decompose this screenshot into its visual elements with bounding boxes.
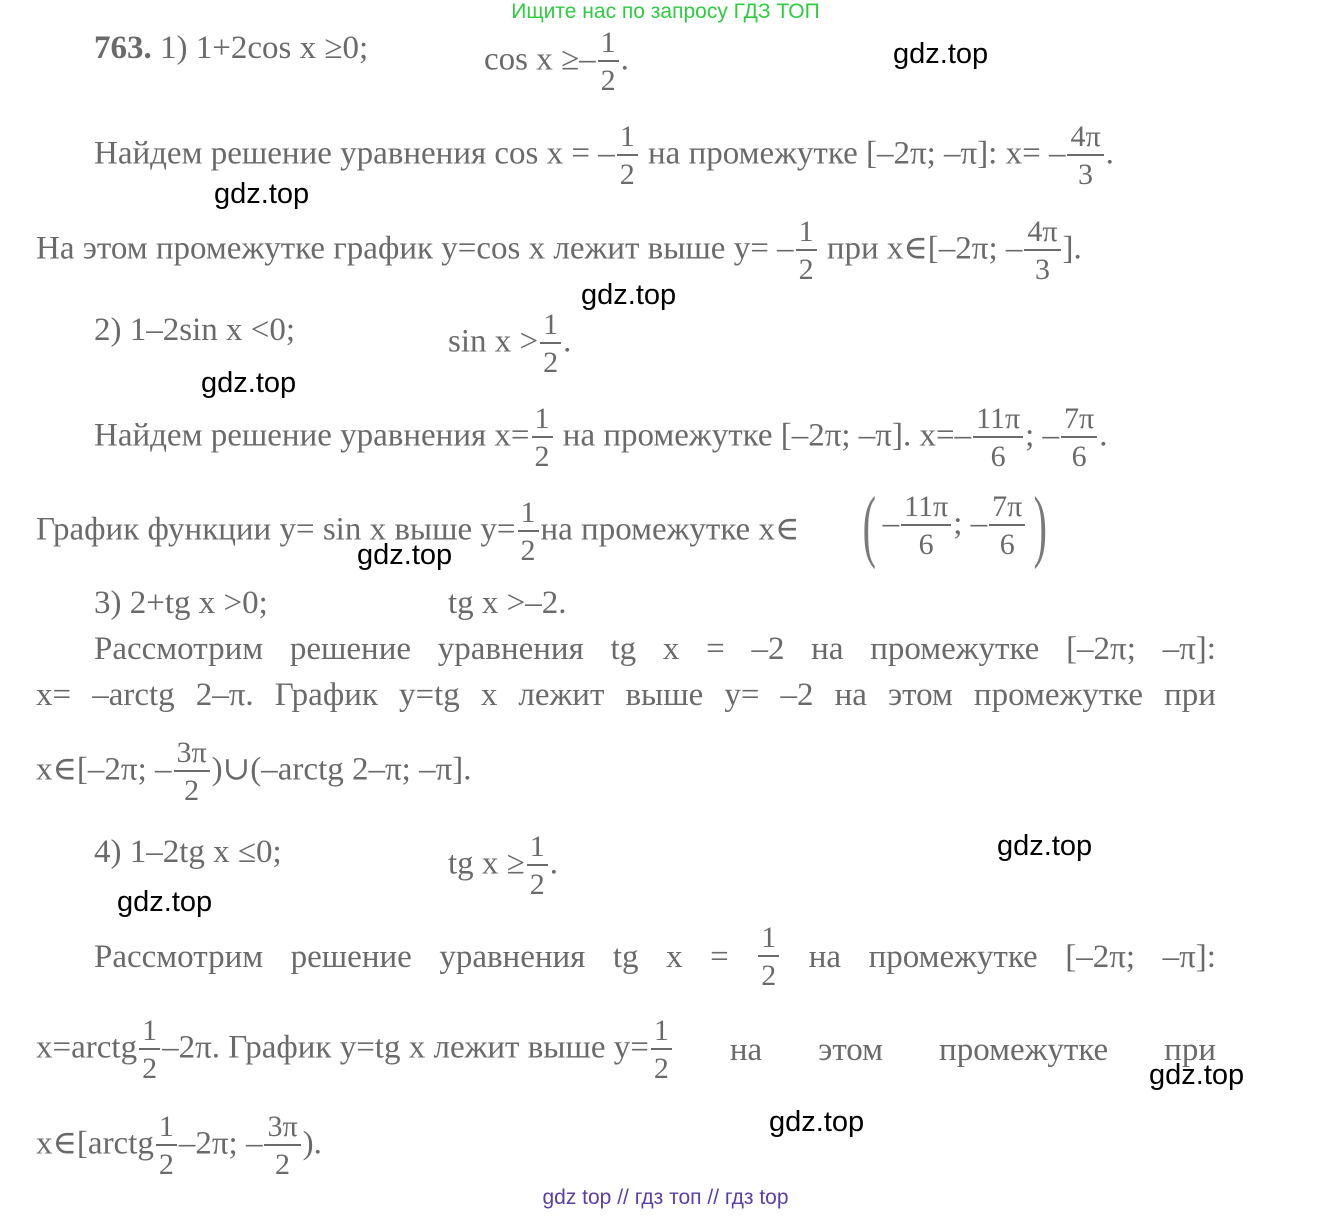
watermark: gdz.top — [893, 38, 989, 70]
text: –2π. График y=tg x лежит выше y= — [162, 1029, 649, 1066]
p3-line1 — [94, 583, 268, 623]
denominator: 3 — [1034, 253, 1050, 286]
text: ; – — [1025, 417, 1060, 454]
word: 2–π. — [195, 677, 254, 713]
numerator: 11π — [973, 404, 1023, 438]
numerator: 1 — [518, 498, 539, 532]
denominator: 2 — [184, 774, 200, 807]
numerator: 1 — [527, 832, 548, 866]
fraction — [617, 122, 638, 190]
open-paren: ( — [862, 482, 876, 570]
denominator: 2 — [142, 1052, 158, 1085]
watermark: gdz.top — [1149, 1059, 1245, 1091]
fraction — [989, 492, 1025, 560]
problem-number: 763. — [94, 30, 152, 66]
word: –2 — [751, 631, 785, 667]
p3-lead: 3) 2+tg x >0; — [94, 585, 268, 621]
fraction — [540, 310, 561, 378]
text: tg x ≥ — [448, 845, 525, 882]
p3-ineq — [448, 583, 567, 623]
word: x — [666, 939, 683, 975]
fraction — [1061, 404, 1097, 472]
word: = — [706, 631, 725, 667]
denominator: 2 — [798, 253, 814, 286]
text: . — [549, 845, 559, 882]
watermark: gdz.top — [214, 178, 310, 210]
word: промежутке — [973, 677, 1144, 713]
p2-line2 — [94, 404, 1107, 472]
word: [–2π; — [1066, 631, 1136, 667]
numerator: 1 — [139, 1016, 160, 1050]
word: Рассмотрим — [94, 631, 264, 667]
numerator: 3π — [264, 1112, 300, 1146]
word: = — [710, 939, 729, 975]
denominator: 2 — [653, 1052, 669, 1085]
p3-line3 — [36, 675, 1216, 715]
denominator: 2 — [543, 346, 559, 379]
denominator: 2 — [534, 440, 550, 473]
text: x=arctg — [36, 1029, 138, 1066]
word: уравнения — [437, 631, 584, 667]
word: промежутке — [868, 939, 1038, 975]
fraction — [973, 404, 1023, 472]
numerator: 7π — [1061, 404, 1097, 438]
text: x∈[–2π; – — [36, 751, 172, 788]
word: промежутке — [939, 1032, 1109, 1068]
watermark: gdz.top — [769, 1106, 865, 1138]
text: Найдем решение уравнения x= — [94, 417, 530, 454]
denominator: 6 — [1071, 440, 1087, 473]
fraction — [139, 1016, 160, 1084]
word: на — [811, 631, 844, 667]
text: Найдем решение уравнения cos x = – — [94, 135, 615, 172]
denominator: 6 — [918, 528, 934, 561]
p4-line1 — [94, 832, 282, 872]
p2-lead: 2) 1–2sin x <0; — [94, 312, 296, 348]
fraction — [651, 1016, 672, 1084]
word: этом — [887, 677, 953, 713]
word: –π]: — [1162, 631, 1216, 667]
numerator: 1 — [532, 404, 553, 438]
word: Рассмотрим — [94, 939, 264, 975]
text: )∪(–arctg 2–π; –π]. — [211, 751, 472, 788]
fraction — [901, 492, 951, 560]
denominator: 2 — [761, 959, 777, 992]
search-banner: Ищите нас по запросу ГДЗ ТОП — [511, 0, 820, 23]
p4-line3 — [36, 1016, 1216, 1084]
text: при x∈[–2π; – — [818, 230, 1023, 267]
denominator: 2 — [520, 534, 536, 567]
denominator: 6 — [999, 528, 1015, 561]
denominator: 2 — [529, 868, 545, 901]
fraction — [1067, 122, 1103, 190]
fraction — [518, 498, 539, 566]
denominator: 6 — [990, 440, 1006, 473]
denominator: 2 — [619, 158, 635, 191]
word: на — [834, 677, 867, 713]
text: tg x >–2. — [448, 585, 567, 621]
fraction — [527, 832, 548, 900]
watermark: gdz.top — [581, 279, 677, 311]
word: –π]: — [1162, 939, 1216, 975]
word: на — [808, 939, 842, 975]
group — [36, 1016, 674, 1084]
watermark: gdz.top — [117, 886, 213, 918]
word: График — [274, 677, 378, 713]
p4-line2 — [94, 923, 1216, 991]
p4-ineq — [448, 832, 558, 900]
numerator: 1 — [651, 1016, 672, 1050]
p2-line1 — [94, 310, 295, 350]
p1-lead: 1) 1+2cos x ≥0; — [151, 30, 369, 66]
word: tg — [612, 939, 639, 975]
word: решение — [289, 631, 411, 667]
text: x∈[arctg — [36, 1125, 154, 1162]
p3-line2 — [94, 629, 1216, 669]
denominator: 3 — [1078, 158, 1094, 191]
footer-links[interactable]: gdz top // гдз топ // гдз top — [542, 1186, 789, 1209]
close-paren: ) — [1033, 482, 1048, 570]
word: промежутке — [870, 631, 1040, 667]
word: y=tg — [398, 677, 460, 713]
text: sin x > — [448, 323, 539, 360]
word: уравнения — [439, 939, 586, 975]
numerator: 4π — [1067, 122, 1103, 156]
watermark: gdz.top — [201, 367, 297, 399]
text: График функции y= sin x выше y= — [36, 511, 516, 548]
numerator: 4π — [1024, 217, 1060, 251]
word: при — [1164, 1032, 1216, 1068]
text: на промежутке x∈ — [540, 511, 800, 548]
fraction — [598, 28, 619, 96]
numerator: 11π — [901, 492, 951, 526]
p2-interval: ( – $\frac{11\pi}{6}$ ; – $\frac{7\pi}{6}$ ) — [862, 482, 1048, 570]
word: решение — [290, 939, 412, 975]
p3-line4 — [36, 738, 471, 806]
p1-line3 — [36, 217, 1082, 285]
p1-line1 — [94, 28, 368, 68]
fraction — [532, 404, 553, 472]
word: на — [729, 1032, 763, 1068]
numerator: 1 — [796, 217, 817, 251]
fraction — [1024, 217, 1060, 285]
p4-line4 — [36, 1112, 322, 1180]
word: tg — [610, 631, 637, 667]
text: на промежутке [–2π; –π]: x= – — [639, 135, 1066, 172]
p4-lead: 4) 1–2tg x ≤0; — [94, 834, 282, 870]
p1-line2 — [94, 122, 1114, 190]
text: . — [1099, 417, 1108, 454]
numerator: 1 — [598, 28, 619, 62]
text: ). — [302, 1125, 322, 1162]
word: при — [1164, 677, 1216, 713]
word: –arctg — [92, 677, 175, 713]
numerator: 1 — [758, 923, 779, 957]
text: ]. — [1062, 230, 1082, 267]
text: . — [620, 41, 629, 78]
word: выше — [625, 677, 704, 713]
text: cos x ≥– — [484, 41, 596, 78]
denominator: 2 — [275, 1148, 291, 1181]
fraction — [156, 1112, 177, 1180]
denominator: 2 — [158, 1148, 174, 1181]
numerator: 3π — [174, 738, 210, 772]
numerator: 7π — [989, 492, 1025, 526]
word: x — [662, 631, 680, 667]
word: y= — [724, 677, 760, 713]
word: этом — [818, 1032, 884, 1068]
denominator: 2 — [600, 64, 616, 97]
word: –2 — [780, 677, 814, 713]
text: на промежутке [–2π; –π]. x=– — [554, 417, 972, 454]
watermark: gdz.top — [997, 830, 1093, 862]
word: x= — [36, 677, 72, 713]
numerator: 1 — [617, 122, 638, 156]
word: лежит — [518, 677, 605, 713]
fraction — [758, 923, 779, 991]
numerator: 1 — [156, 1112, 177, 1146]
fraction — [796, 217, 817, 285]
text: . — [563, 323, 572, 360]
watermark: gdz.top — [357, 539, 453, 571]
fraction — [264, 1112, 300, 1180]
numerator: 1 — [540, 310, 561, 344]
text: На этом промежутке график y=cos x лежит выше y= – — [36, 230, 794, 267]
text: ; – — [953, 505, 988, 542]
word: x — [480, 677, 498, 713]
p1-ineq — [484, 28, 629, 96]
p2-line3 — [36, 498, 799, 566]
fraction — [174, 738, 210, 806]
p2-ineq — [448, 310, 571, 378]
text: –2π; – — [178, 1125, 263, 1162]
word: [–2π; — [1065, 939, 1136, 975]
text: . — [1105, 135, 1114, 172]
